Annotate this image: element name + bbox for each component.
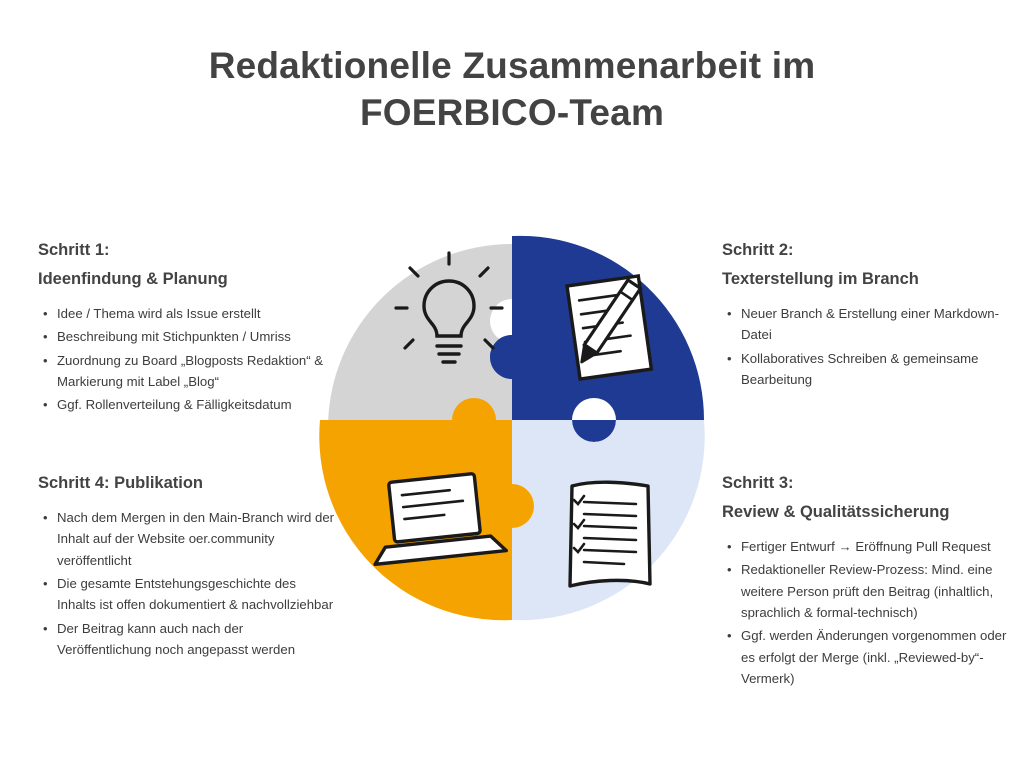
list-item: • Der Beitrag kann auch nach der Veröffentlichung noch angepasst werden	[57, 618, 338, 661]
page-title-line-2: FOERBICO-Team	[359, 92, 665, 134]
step-1-bullet-list	[38, 303, 338, 416]
step-4-heading-line-1: Schritt 4: Publikation	[38, 474, 204, 492]
step-2-heading-line-2: Texterstellung im Branch	[722, 269, 919, 288]
page-title	[0, 42, 1024, 137]
step-3-heading-line-1: Schritt 3:	[722, 474, 794, 492]
step-3-bullet-list	[722, 536, 1022, 690]
list-item: • Neuer Branch & Erstellung einer Markdown-Datei	[741, 303, 1022, 346]
step-1-heading-line-2: Ideenfindung & Planung	[38, 269, 228, 288]
step-3-heading-line-2: Review & Qualitätssicherung	[722, 502, 950, 521]
list-item: • Ggf. Rollenverteilung & Fälligkeitsdatum	[57, 394, 338, 415]
step-1-heading	[38, 236, 338, 294]
step-2-bullet-list	[722, 303, 1022, 391]
list-item: • Redaktioneller Review-Prozess: Mind. eine weitere Person prüft den Beitrag (inhaltlich, sprachlich & formal-technisch)	[741, 559, 1022, 623]
notepad-pencil-icon	[567, 276, 651, 379]
page-title-line-1: Redaktionelle Zusammenarbeit im	[208, 45, 816, 86]
list-item: • Zuordnung zu Board „Blogposts Redaktion“ & Markierung mit Label „Blog“	[57, 350, 338, 393]
list-item: • Die gesamte Entstehungsgeschichte des Inhalts ist offen dokumentiert & nachvollziehbar	[57, 573, 338, 616]
step-3-block	[722, 469, 1022, 691]
step-2-heading	[722, 236, 1022, 294]
step-1-block	[38, 236, 338, 418]
list-item: • Ggf. werden Änderungen vorgenommen oder es erfolgt der Merge (inkl. „Reviewed-by“-Vermerk)	[741, 625, 1022, 689]
list-item: • Fertiger Entwurf → Eröffnung Pull Request	[741, 536, 1022, 557]
document-checklist-icon	[570, 482, 650, 586]
step-2-block	[722, 236, 1022, 392]
step-4-block	[38, 469, 338, 663]
step-4-bullet-list	[38, 507, 338, 661]
list-item: • Kollaboratives Schreiben & gemeinsame Bearbeitung	[741, 348, 1022, 391]
list-item: • Nach dem Mergen in den Main-Branch wird der Inhalt auf der Website oer.community veröffentlicht	[57, 507, 338, 571]
step-4-heading	[38, 469, 338, 498]
list-item: • Idee / Thema wird als Issue erstellt	[57, 303, 338, 324]
step-3-heading	[722, 469, 1022, 527]
list-item: • Beschreibung mit Stichpunkten / Umriss	[57, 326, 338, 347]
step-1-heading-line-1: Schritt 1:	[38, 241, 110, 259]
step-2-heading-line-1: Schritt 2:	[722, 241, 794, 259]
puzzle-diagram	[312, 228, 712, 628]
